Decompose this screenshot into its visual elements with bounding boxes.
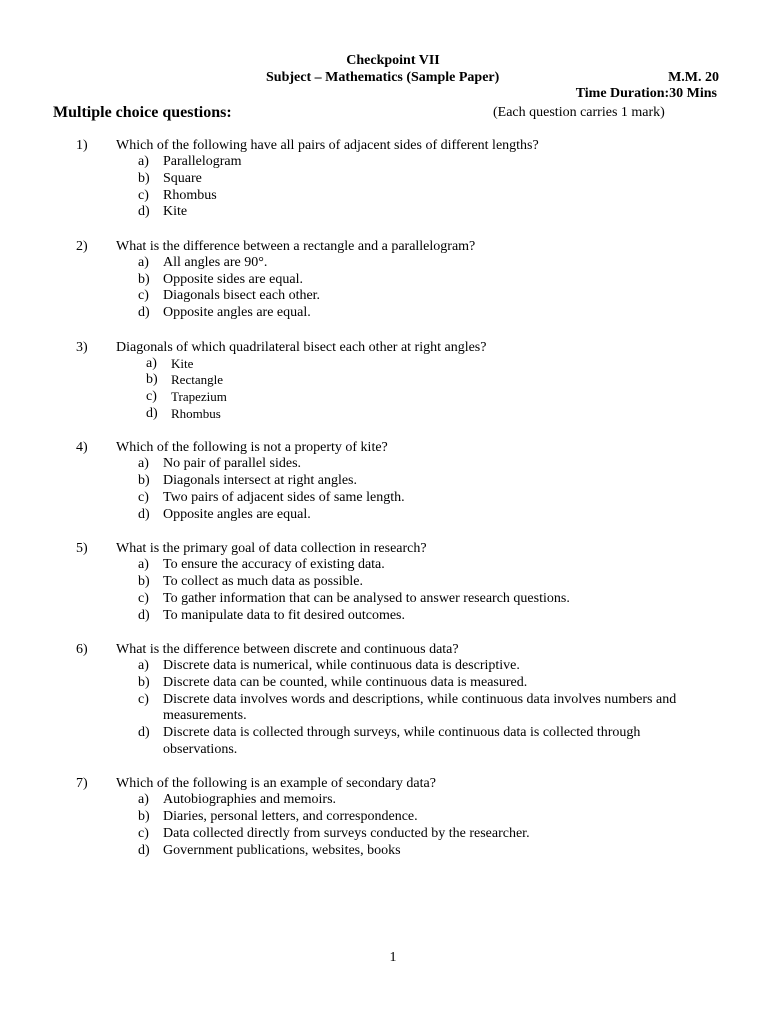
option-text: Rhombus xyxy=(163,187,217,203)
option-text: Diagonals intersect at right angles. xyxy=(163,473,357,489)
option-d xyxy=(0,608,768,625)
option-list xyxy=(0,456,768,523)
option-text: Opposite angles are equal. xyxy=(163,305,311,321)
time-duration: Time Duration:30 Mins xyxy=(575,86,717,101)
option-letter: b) xyxy=(138,473,150,489)
question-6 xyxy=(0,641,768,759)
option-b xyxy=(0,574,768,591)
question-text: Which of the following is an example of secondary data? xyxy=(116,776,436,792)
option-letter: d) xyxy=(138,725,150,741)
option-letter: d) xyxy=(138,607,150,623)
option-text: Diaries, personal letters, and correspondence. xyxy=(163,809,418,825)
option-list xyxy=(0,792,768,859)
option-letter: d) xyxy=(146,405,158,421)
option-text: Kite xyxy=(163,204,188,220)
option-letter: b) xyxy=(138,809,150,825)
option-c xyxy=(0,288,768,305)
option-text: Data collected directly from surveys conducted by the researcher. xyxy=(163,825,530,841)
question-number: 4) xyxy=(76,440,88,456)
option-text: No pair of parallel sides. xyxy=(163,456,302,472)
option-letter: d) xyxy=(138,204,150,220)
option-a xyxy=(0,658,768,675)
option-letter: a) xyxy=(138,154,149,169)
option-b xyxy=(0,372,768,389)
question-number: 2) xyxy=(76,238,88,254)
option-text: To collect as much data as possible. xyxy=(163,573,364,589)
option-letter: c) xyxy=(138,187,149,203)
option-text: Parallelogram xyxy=(163,154,242,169)
option-d xyxy=(0,406,768,423)
option-letter: c) xyxy=(138,590,149,606)
question-text: What is the difference between a rectangle and a parallelogram? xyxy=(116,238,476,254)
option-text: Square xyxy=(163,170,202,186)
option-a xyxy=(0,456,768,473)
option-text: To manipulate data to fit desired outcomes. xyxy=(163,607,406,623)
option-text: Autobiographies and memoirs. xyxy=(163,792,337,808)
option-c xyxy=(0,692,768,726)
question-3 xyxy=(0,339,768,423)
option-text: To gather information that can be analysed to answer research questions. xyxy=(163,590,570,606)
question-text: Which of the following have all pairs of adjacent sides of different lengths? xyxy=(116,138,539,153)
option-d xyxy=(0,843,768,860)
option-a xyxy=(0,255,768,272)
option-text: Rectangle xyxy=(171,372,223,388)
option-list xyxy=(0,356,768,423)
option-text: Opposite angles are equal. xyxy=(163,506,311,522)
question-number: 1) xyxy=(76,138,88,153)
option-letter: c) xyxy=(138,489,149,505)
option-list xyxy=(0,255,768,322)
option-text: Two pairs of adjacent sides of same length. xyxy=(163,489,405,505)
question-4 xyxy=(0,439,768,523)
option-b xyxy=(0,809,768,826)
option-text: Government publications, websites, books xyxy=(163,842,401,858)
option-d xyxy=(0,305,768,322)
question-2 xyxy=(0,238,768,322)
option-text: Discrete data is collected through surveys, while continuous data is collected through observations. xyxy=(163,725,641,757)
option-text: Diagonals bisect each other. xyxy=(163,288,321,304)
option-text: Opposite sides are equal. xyxy=(163,271,303,287)
option-letter: a) xyxy=(146,355,157,371)
option-letter: a) xyxy=(138,254,149,270)
option-letter: b) xyxy=(138,170,150,186)
option-text: Discrete data can be counted, while continuous data is measured. xyxy=(163,674,528,690)
option-b xyxy=(0,171,768,188)
option-letter: b) xyxy=(138,271,150,287)
section-note: (Each question carries 1 mark) xyxy=(493,105,665,120)
question-1 xyxy=(0,137,768,221)
option-c xyxy=(0,188,768,205)
option-text: Discrete data involves words and descriptions, while continuous data involves numbers and measurements. xyxy=(163,691,677,724)
option-text: Rhombus xyxy=(171,405,221,421)
question-number: 3) xyxy=(76,339,88,355)
option-text: Discrete data is numerical, while continuous data is descriptive. xyxy=(163,657,520,673)
option-a xyxy=(0,792,768,809)
option-a xyxy=(0,557,768,574)
question-5 xyxy=(0,540,768,624)
option-list xyxy=(0,557,768,624)
option-letter: a) xyxy=(138,456,149,472)
option-c xyxy=(0,389,768,406)
paper-subject: Subject – Mathematics (Sample Paper) xyxy=(266,70,500,85)
question-text: What is the primary goal of data collection in research? xyxy=(116,541,427,557)
question-number: 5) xyxy=(76,541,88,557)
option-letter: a) xyxy=(138,557,149,573)
option-letter: c) xyxy=(138,691,149,707)
section-heading: Multiple choice questions: xyxy=(53,104,232,121)
option-letter: b) xyxy=(138,674,150,690)
option-b xyxy=(0,272,768,289)
option-letter: c) xyxy=(138,825,149,841)
option-b xyxy=(0,473,768,490)
option-letter: a) xyxy=(138,792,149,808)
question-7 xyxy=(0,775,768,859)
question-text: What is the difference between discrete and continuous data? xyxy=(116,641,459,657)
question-text: Diagonals of which quadrilateral bisect each other at right angles? xyxy=(116,339,487,355)
page-number: 1 xyxy=(389,950,397,965)
option-list xyxy=(0,154,768,221)
option-d xyxy=(0,507,768,524)
option-d xyxy=(0,204,768,221)
option-a xyxy=(0,356,768,373)
option-letter: a) xyxy=(138,657,149,673)
option-d xyxy=(0,725,768,759)
option-letter: d) xyxy=(138,506,150,522)
option-letter: b) xyxy=(138,573,150,589)
option-list xyxy=(0,658,768,759)
question-text: Which of the following is not a property of kite? xyxy=(116,440,388,456)
option-a xyxy=(0,154,768,171)
option-c xyxy=(0,490,768,507)
option-letter: d) xyxy=(138,842,150,858)
option-letter: c) xyxy=(138,288,149,304)
question-list xyxy=(0,137,768,876)
option-c xyxy=(0,591,768,608)
option-b xyxy=(0,675,768,692)
option-text: Trapezium xyxy=(171,389,227,405)
option-text: All angles are 90°. xyxy=(163,254,268,270)
max-marks: M.M. 20 xyxy=(668,70,719,85)
paper-title: Checkpoint VII xyxy=(346,53,440,68)
question-number: 6) xyxy=(76,641,88,657)
question-number: 7) xyxy=(76,776,88,792)
option-text: Kite xyxy=(171,355,194,371)
option-text: To ensure the accuracy of existing data. xyxy=(163,557,385,573)
option-letter: c) xyxy=(146,389,157,405)
option-letter: b) xyxy=(146,372,158,388)
option-letter: d) xyxy=(138,305,150,321)
option-c xyxy=(0,826,768,843)
